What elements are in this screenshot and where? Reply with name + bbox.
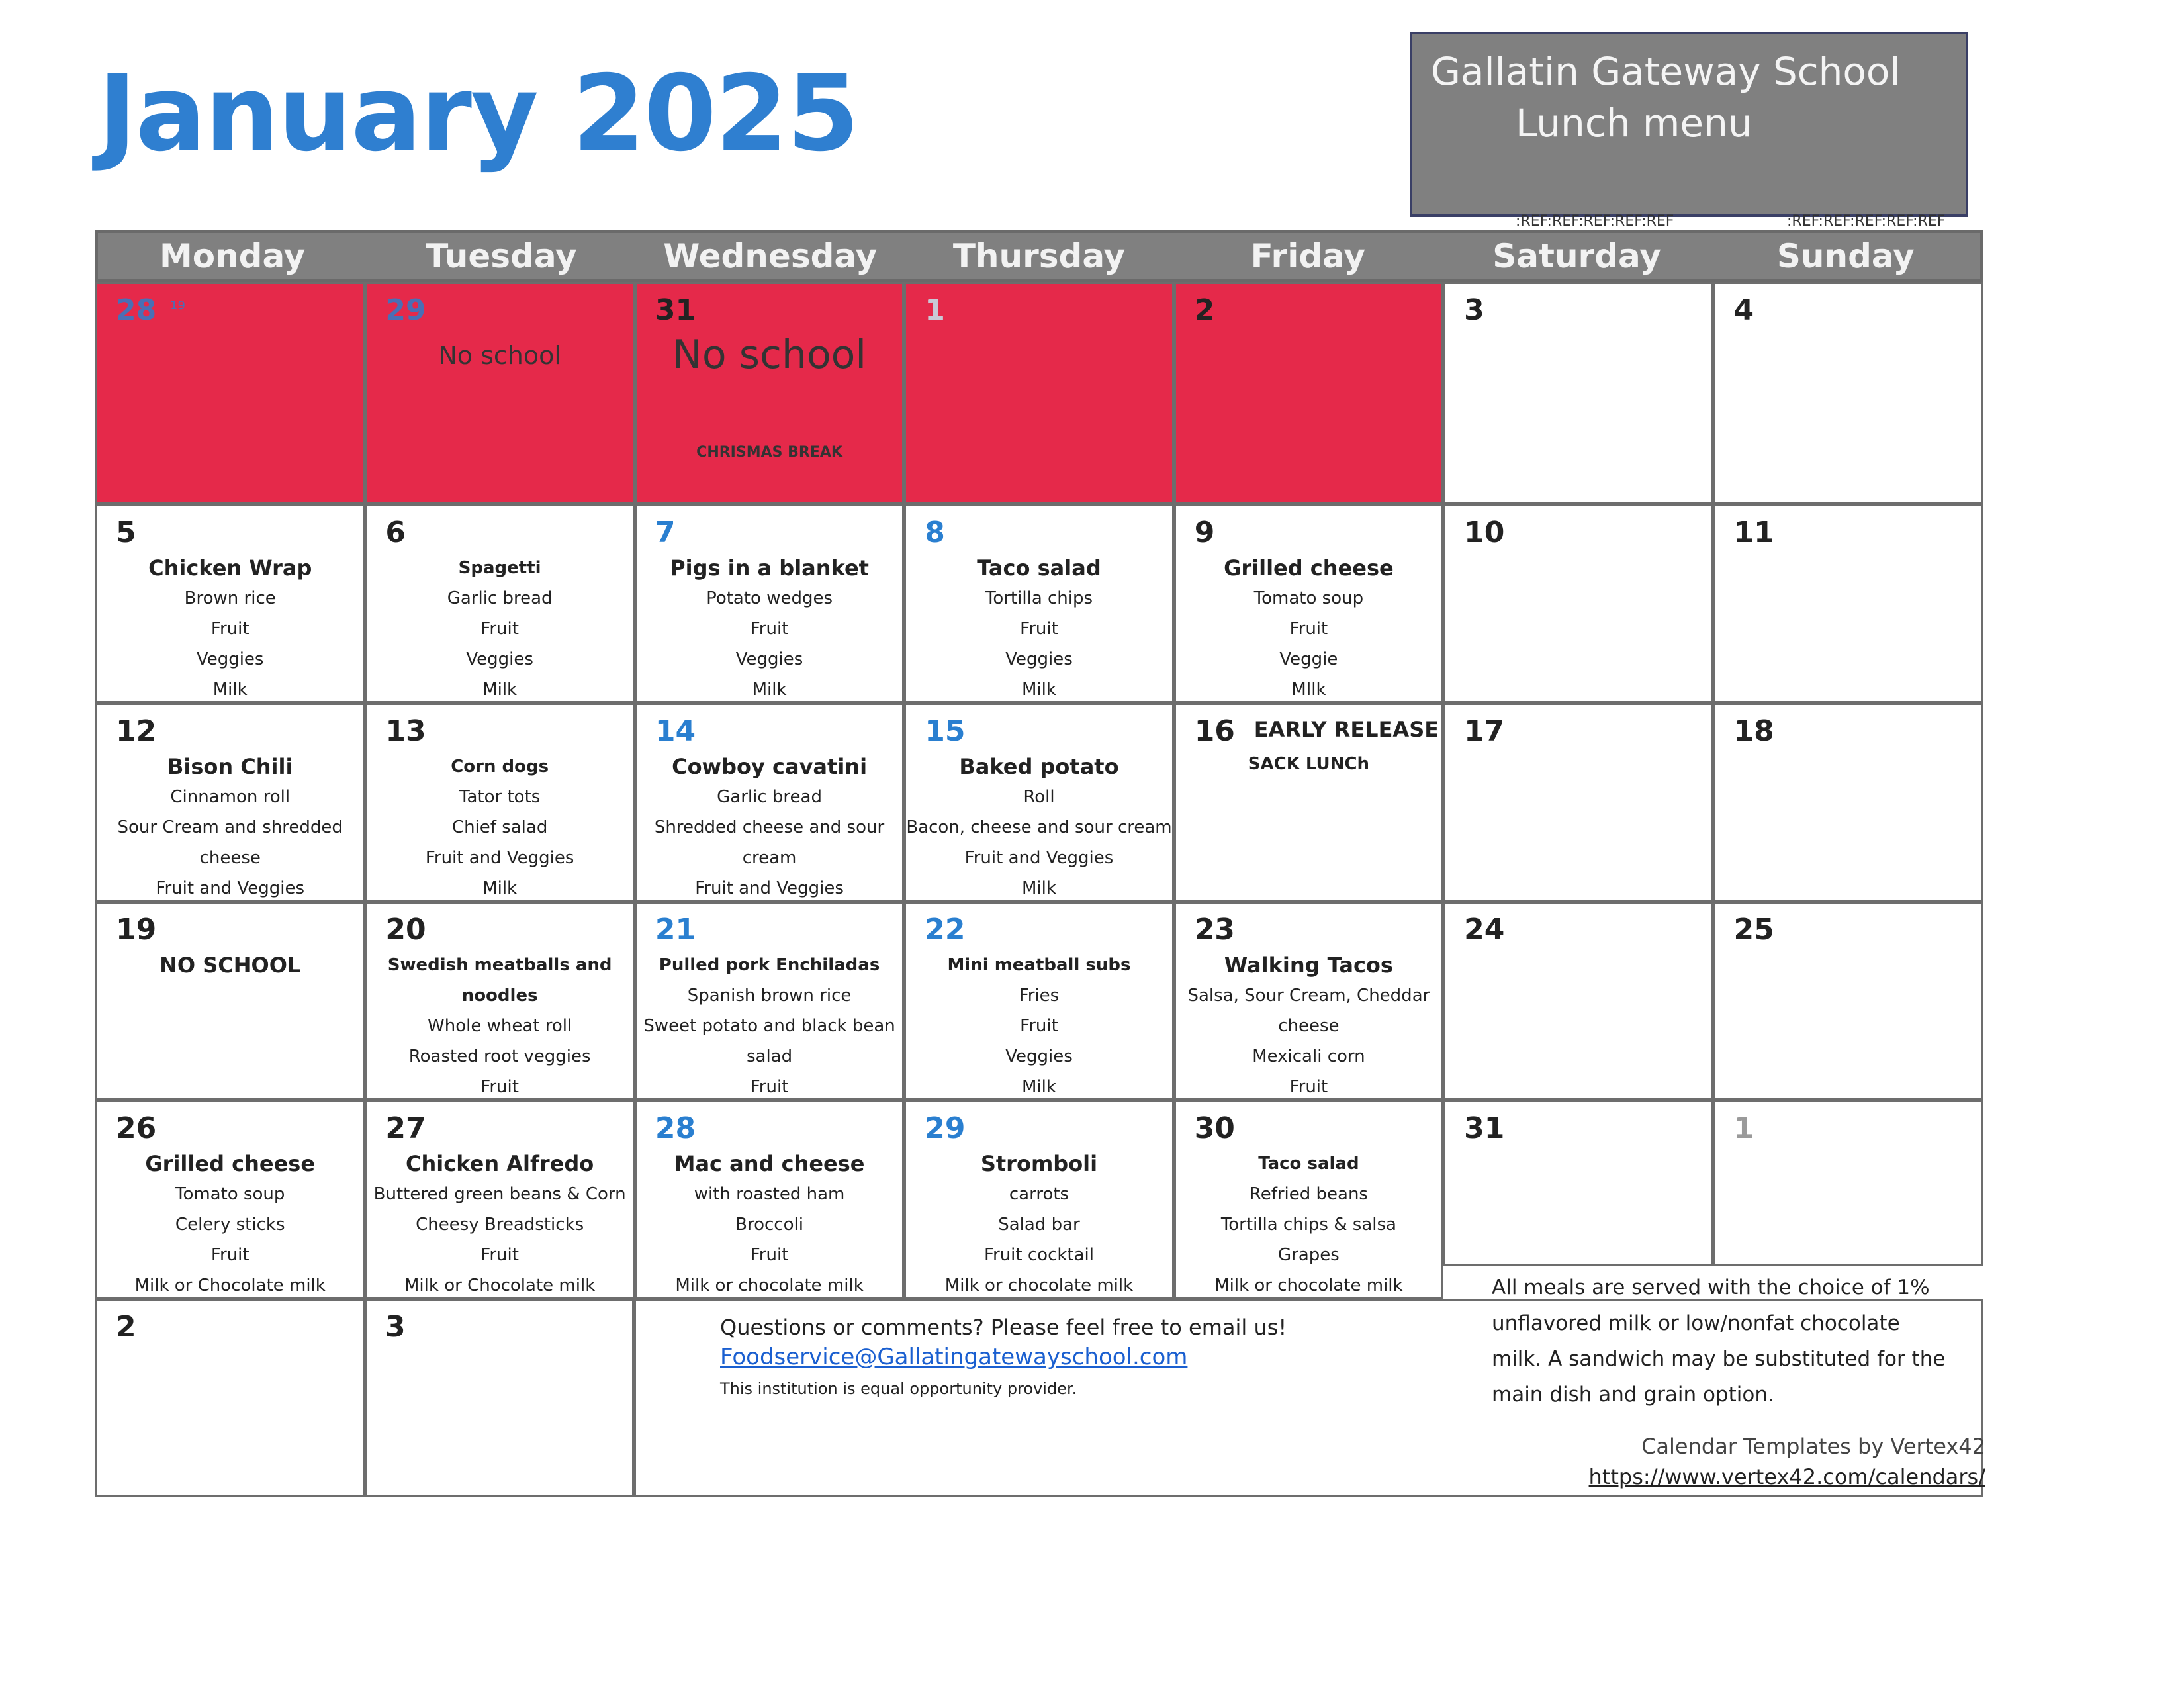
menu-list (367, 751, 632, 904)
main-dish: Bison Chili (167, 754, 293, 779)
menu-item: Fruit (1289, 619, 1328, 639)
menu-item: Tomato soup (175, 1184, 285, 1204)
day-number: 3 (385, 1310, 406, 1344)
menu-item: Milk or chocolate milk (1214, 1276, 1403, 1295)
main-dish: Corn dogs (451, 757, 549, 776)
main-dish: Pigs in a blanket (670, 555, 869, 581)
menu-item: Fries (1019, 986, 1060, 1006)
menu-item: Buttered green beans & Corn (373, 1184, 626, 1204)
menu-item: Shredded cheese and sour cream (654, 818, 885, 868)
menu-item: Fruit (750, 619, 789, 639)
day-cell (365, 902, 634, 1100)
menu-list (637, 1149, 902, 1301)
menu-list (637, 553, 902, 705)
day-cell (1174, 504, 1443, 703)
menu-item: Milk (752, 680, 787, 700)
day-cell (365, 703, 634, 902)
menu-item: Fruit (480, 619, 519, 639)
menu-item: Roasted root veggies (408, 1047, 591, 1066)
day-cell (1174, 902, 1443, 1100)
menu-list (97, 1149, 363, 1301)
main-dish: Taco salad (1258, 1154, 1359, 1174)
day-cell (904, 504, 1173, 703)
menu-item: Brown rice (184, 588, 276, 608)
menu-item: Whole wheat roll (428, 1016, 572, 1036)
menu-item: Milk or chocolate milk (675, 1276, 864, 1295)
day-header-sunday: Sunday (1776, 237, 1915, 275)
menu-item: Fruit and Veggies (156, 878, 305, 898)
main-dish: Taco salad (977, 555, 1101, 581)
calendar-title: January 2025 (98, 53, 858, 175)
day-number: 3 (1464, 293, 1484, 327)
menu-item: Celery sticks (175, 1215, 285, 1235)
day-header-friday: Friday (1250, 237, 1365, 275)
day-cell (635, 902, 904, 1100)
equal-opportunity-text: This institution is equal opportunity provider. (720, 1380, 1077, 1398)
main-dish: Chicken Wrap (148, 555, 312, 581)
main-dish: Walking Tacos (1224, 953, 1393, 978)
menu-item: Fruit (480, 1245, 519, 1265)
day-cell (1713, 504, 1983, 703)
menu-item: Fruit and Veggies (695, 878, 844, 898)
day-cell (95, 703, 365, 902)
menu-list (906, 751, 1171, 904)
day-cell (1174, 282, 1443, 504)
menu-item: Bacon, cheese and sour cream (906, 818, 1172, 837)
day-cell (635, 1100, 904, 1299)
day-cell (904, 902, 1173, 1100)
day-cell (1443, 902, 1713, 1100)
menu-item: Fruit and Veggies (425, 848, 574, 868)
day-number: 22 (925, 913, 966, 947)
menu-item: Milk or Chocolate milk (404, 1276, 596, 1295)
day-number: 2 (1194, 293, 1215, 327)
day-number: 12 (116, 714, 157, 748)
day-number: 5 (116, 516, 136, 549)
menu-item: Garlic bread (447, 588, 553, 608)
day-cell (635, 282, 904, 504)
menu-item: Milk (482, 680, 518, 700)
day-number: 15 (925, 714, 966, 748)
day-number: 4 (1733, 293, 1754, 327)
day-cell (1443, 282, 1713, 504)
day-number: 27 (385, 1111, 426, 1145)
day-header-saturday: Saturday (1492, 237, 1661, 275)
main-dish: Cowboy cavatini (672, 754, 868, 779)
day-number: 21 (655, 913, 696, 947)
day-cell (1443, 703, 1713, 902)
day-number: 9 (1194, 516, 1215, 549)
day-cell (365, 1299, 634, 1497)
menu-item: Milk (1022, 1077, 1056, 1097)
menu-list (1176, 553, 1441, 705)
menu-item: Salsa, Sour Cream, Cheddar cheese (1187, 986, 1430, 1036)
day-number: 16 (1194, 714, 1235, 748)
school-name: Gallatin Gateway School (1431, 49, 1901, 94)
day-cell (1713, 282, 1983, 504)
menu-list (906, 1149, 1171, 1301)
menu-item: Veggies (735, 649, 803, 669)
day-number: 14 (655, 714, 696, 748)
menu-item: Tomato soup (1253, 588, 1364, 608)
day-cell (1713, 703, 1983, 902)
day-number: 1 (1733, 1111, 1754, 1145)
main-dish: Chicken Alfredo (405, 1151, 594, 1176)
day-cell (95, 902, 365, 1100)
day-number: 31 (655, 293, 696, 327)
main-dish: Baked potato (959, 754, 1119, 779)
main-dish: Swedish meatballs and noodles (387, 955, 612, 1006)
menu-item: Broccoli (735, 1215, 803, 1235)
menu-item: Veggie (1279, 649, 1338, 669)
day-cell (95, 1299, 365, 1497)
menu-item: Chief salad (451, 818, 548, 837)
main-dish: Mac and cheese (674, 1151, 865, 1176)
day-cell (1713, 902, 1983, 1100)
week-row (95, 1100, 1983, 1299)
menu-item: Fruit (1289, 1077, 1328, 1097)
day-cell (904, 282, 1173, 504)
menu-item: Grapes (1277, 1245, 1340, 1265)
menu-item: Milk (212, 680, 248, 700)
day-header-monday: Monday (159, 237, 306, 275)
menu-label: Lunch menu (1516, 101, 1752, 146)
menu-item: Cinnamon roll (170, 787, 291, 807)
week-row (95, 703, 1983, 902)
day-header-thursday: Thursday (952, 237, 1126, 275)
milk-note: All meals are served with the choice of 1% unflavored milk or low/nonfat chocolate milk. A sandwich may be substituted for the main dish and grain option. (1492, 1276, 1946, 1407)
questions-text: Questions or comments? Please feel free to email us! (720, 1315, 1287, 1340)
main-dish: Spagetti (458, 558, 541, 578)
menu-item: Veggies (466, 649, 533, 669)
week-row (95, 282, 1983, 504)
menu-item: Tator tots (459, 787, 541, 807)
menu-list (97, 553, 363, 705)
day-number: 30 (1194, 1111, 1235, 1145)
menu-item: Tortilla chips (985, 588, 1093, 608)
day-cell (95, 504, 365, 703)
day-cell (1174, 703, 1443, 902)
sack-lunch-label: SACK LUNCh (1248, 754, 1370, 774)
day-header-wednesday: Wednesday (663, 237, 878, 275)
menu-item: Mexicali corn (1252, 1047, 1365, 1066)
day-cell (365, 282, 634, 504)
menu-item: Cheesy Breadsticks (416, 1215, 584, 1235)
day-number: 13 (385, 714, 426, 748)
menu-list (906, 950, 1171, 1102)
menu-item: Milk (1022, 680, 1056, 700)
menu-item: Garlic bread (717, 787, 822, 807)
menu-item: Fruit cocktail (983, 1245, 1094, 1265)
menu-item: Fruit (210, 619, 250, 639)
no-school-note: No school (672, 332, 867, 378)
day-header-tuesday: Tuesday (426, 237, 577, 275)
menu-item: Spanish brown rice (687, 986, 852, 1006)
day-number: 20 (385, 913, 426, 947)
main-dish: Mini meatball subs (947, 955, 1131, 975)
menu-item: with roasted ham (694, 1184, 845, 1204)
main-dish: Pulled pork Enchiladas (659, 955, 880, 975)
menu-list (367, 553, 632, 705)
menu-item: Fruit (1020, 619, 1058, 639)
menu-item: Fruit (750, 1077, 789, 1097)
email-link[interactable]: Foodservice@Gallatingatewayschool.com (720, 1344, 1188, 1370)
menu-item: carrots (1009, 1184, 1069, 1204)
menu-item: Potato wedges (706, 588, 833, 608)
menu-item: Sour Cream and shredded cheese (117, 818, 343, 868)
day-number: 6 (385, 516, 406, 549)
day-number: 17 (1464, 714, 1505, 748)
menu-item: Fruit (480, 1077, 519, 1097)
day-number: 1 (925, 293, 945, 327)
day-cell (95, 282, 365, 504)
day-number: 19 (116, 913, 157, 947)
menu-item: Milk or Chocolate milk (134, 1276, 326, 1295)
day-cell (1443, 504, 1713, 703)
day-cell (1713, 1100, 1983, 1266)
school-header-box (1410, 32, 1968, 217)
menu-item: Milk (482, 878, 518, 898)
week-row (95, 902, 1983, 1100)
small-note: 19 (170, 299, 185, 312)
day-number: 25 (1733, 913, 1774, 947)
day-cell (365, 504, 634, 703)
menu-list (1176, 1149, 1441, 1301)
template-credit: Calendar Templates by Vertex42 (1641, 1434, 1985, 1459)
day-number: 8 (925, 516, 945, 549)
ref-text-left: :REF:REF:REF:REF:REF (1516, 213, 1674, 230)
main-dish: Grilled cheese (145, 1151, 316, 1176)
day-number: 29 (925, 1111, 966, 1145)
menu-list (367, 1149, 632, 1301)
break-label: CHRISMAS BREAK (696, 444, 842, 461)
main-dish: Grilled cheese (1224, 555, 1394, 581)
day-number: 28 (116, 293, 157, 327)
menu-item: Milk (1022, 878, 1056, 898)
day-number: 28 (655, 1111, 696, 1145)
menu-item: Fruit and Veggies (964, 848, 1114, 868)
day-number: 11 (1733, 516, 1774, 549)
main-dish: NO SCHOOL (159, 953, 301, 978)
menu-item: Veggies (1005, 1047, 1073, 1066)
main-dish: Stromboli (980, 1151, 1098, 1176)
menu-item: Fruit (1020, 1016, 1058, 1036)
menu-item: Fruit (210, 1245, 250, 1265)
day-cell (95, 1100, 365, 1299)
menu-item: Refried beans (1249, 1184, 1368, 1204)
menu-item: Milk or chocolate milk (944, 1276, 1134, 1295)
day-number: 2 (116, 1310, 136, 1344)
day-cell (904, 703, 1173, 902)
day-cell (635, 703, 904, 902)
menu-item: Veggies (196, 649, 264, 669)
menu-item: MIlk (1291, 680, 1326, 700)
day-number: 18 (1733, 714, 1774, 748)
menu-item: Sweet potato and black bean salad (643, 1016, 895, 1066)
day-cell (904, 1100, 1173, 1299)
menu-list (97, 950, 363, 980)
no-school-note: No school (438, 341, 561, 370)
menu-item: Tortilla chips & salsa (1220, 1215, 1396, 1235)
day-cell (1443, 1100, 1713, 1266)
early-release-label: EARLY RELEASE (1253, 717, 1439, 742)
day-number: 31 (1464, 1111, 1505, 1145)
day-cell (635, 504, 904, 703)
menu-item: Veggies (1005, 649, 1073, 669)
ref-text-right: :REF:REF:REF:REF:REF (1787, 213, 1946, 230)
day-header-row (95, 230, 1983, 282)
week-row (95, 504, 1983, 703)
day-number: 24 (1464, 913, 1505, 947)
menu-item: Salad bar (998, 1215, 1080, 1235)
day-number: 29 (385, 293, 426, 327)
day-cell (365, 1100, 634, 1299)
menu-item: Roll (1023, 787, 1055, 807)
day-number: 7 (655, 516, 676, 549)
template-credit-link[interactable]: https://www.vertex42.com/calendars/ (1588, 1464, 1985, 1489)
menu-list (906, 553, 1171, 705)
day-number: 23 (1194, 913, 1235, 947)
day-number: 26 (116, 1111, 157, 1145)
menu-item: Fruit (750, 1245, 789, 1265)
day-number: 10 (1464, 516, 1505, 549)
day-cell (1174, 1100, 1443, 1299)
